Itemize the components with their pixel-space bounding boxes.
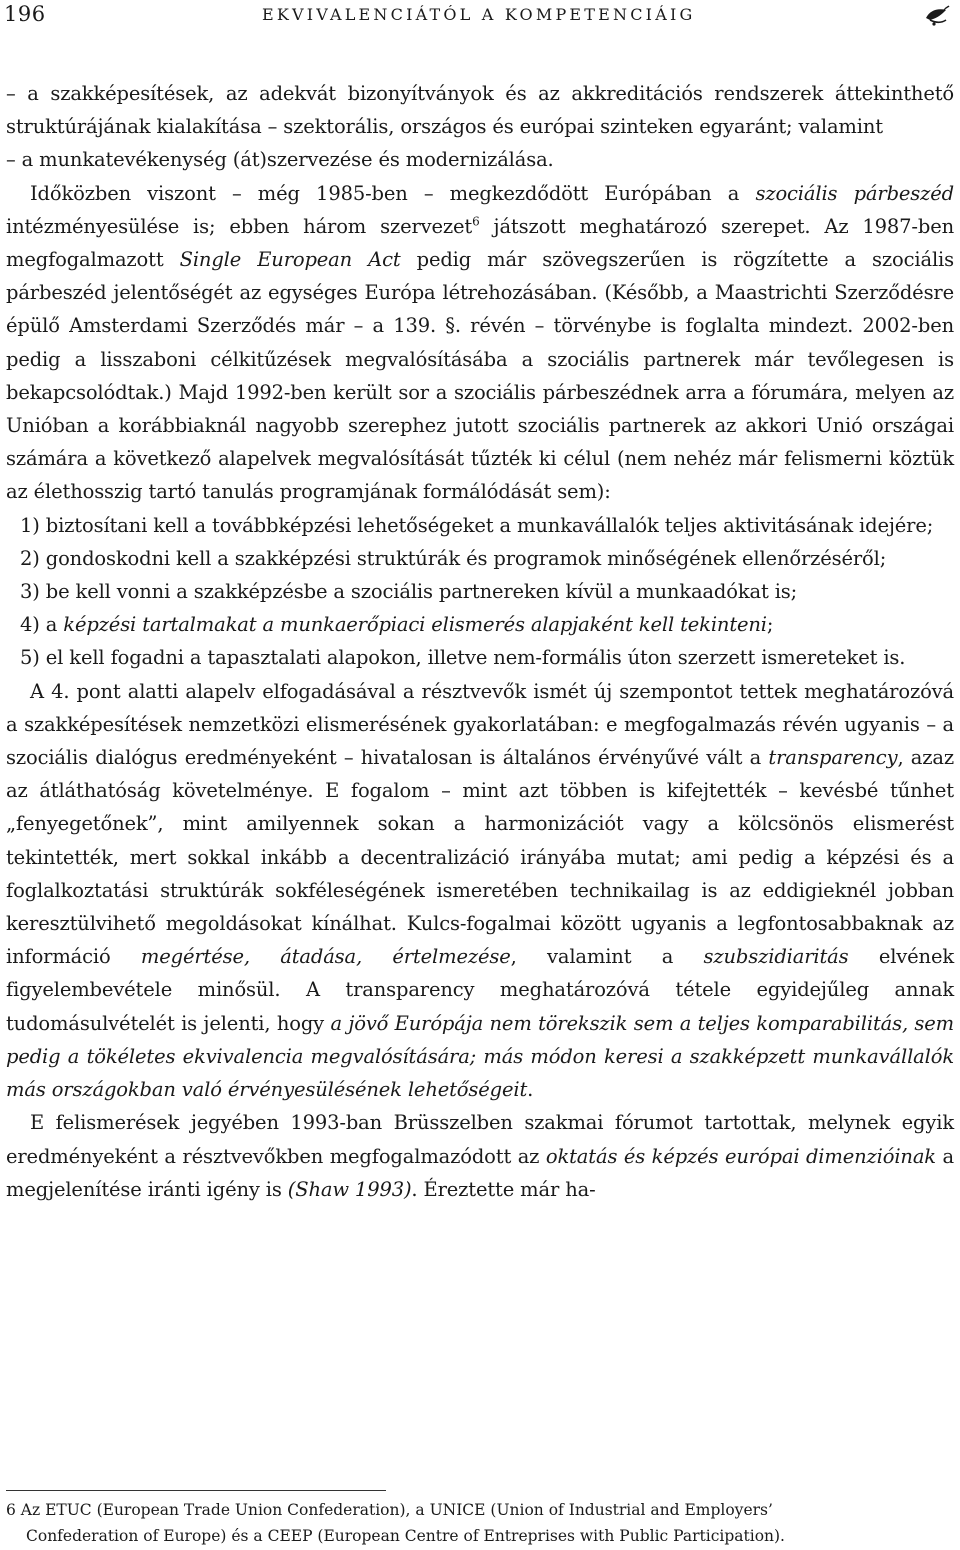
text-run: , valamint a	[510, 945, 704, 969]
footnote	[6, 1497, 954, 1549]
dash-item-1: – a szakképesítések, az adekvát bizonyítványok és az akkreditációs rendszerek áttekinthető struktúrájának kialakítása – szektorális, országos és európai szinteken egyaránt; valamint	[6, 82, 954, 139]
text-run: A 4. pont alatti alapelv elfogadásával a résztvevők ismét új szempontot tettek meghatározóvá a szakképesítések nemzetközi elismerésének gyakorlatában: e megfogalmazás révén ugyanis – a szociális dialógus eredményeként – hivatalosan is általános érvényűvé vált a	[6, 679, 954, 770]
list-item-1: 1) biztosítani kell a továbbképzési lehetőségeket a munkavállalók teljes aktivitásának idejére;	[20, 513, 934, 537]
text-run: .	[527, 1078, 534, 1102]
page-number: 196	[4, 2, 46, 26]
italic-run: transparency	[768, 746, 898, 770]
paragraph-brussels-forum	[6, 1106, 954, 1206]
italic-run: megértése, átadása, értelmezése	[140, 945, 511, 969]
dash-item-2: – a munkatevékenység (át)szervezése és modernizálása.	[6, 148, 554, 172]
text-run: Időközben viszont – még 1985-ben – megkezdődött Európában a	[30, 181, 756, 205]
text-run: E felismerések jegyében 1993-ban Brüsszelben szakmai fórumot tartottak, melynek egyik eredményeként a résztvevőkben megfogalmazódott az	[6, 1111, 954, 1168]
text-run: játszott meghatározó szerepet. Az 1987-ben megfogalmazott	[6, 214, 955, 272]
citation: (Shaw 1993)	[287, 1177, 412, 1201]
footnote-line-2: Confederation of Europe) és a CEEP (European Centre of Entreprises with Public Participation).	[26, 1527, 785, 1545]
page-header	[0, 2, 960, 30]
list-item-3: 3) be kell vonni a szakképzésbe a szociális partnereken kívül a munkaadókat is;	[20, 580, 798, 604]
text-run: a megjelenítése iránti igény is	[6, 1144, 954, 1201]
text-run: 4) a	[20, 613, 64, 637]
text-run: pedig már szövegszerűen is rögzítette a szociális párbeszéd jelentőségét az egységes Európa létrehozásában. (Később, a Maastrichti Szerződésre épülő Amsterdami Szerződés már – a 139. §. révén – törvénybe is foglalta mindezt. 2002-ben pedig a lisszaboni célkitűzések megvalósításába a szociális partnerek már tevőlegesen is bekapcsolódtak.) Majd 1992-ben került sor a szociális párbeszédnek arra a fórumára, melyen az Unióban a korábbiaknál nagyobb szerephez jutott szociális partnerek az akkori Unió országai számára a következő alapelvek megvalósítását tűzték ki célul (nem nehéz már felismerni köztük az élethosszig tartó tanulás programjának formálódását sem):	[6, 248, 954, 504]
text-run: ;	[766, 613, 774, 637]
text-run: . Éreztette már ha-	[411, 1177, 596, 1201]
italic-run: a jövő Európája nem törekszik sem a teljes komparabilitás, sem pedig a tökéletes ekvivalencia megvalósítására; más módon keresi a szakképzett munkavállalók más országokban való érvényesülésének lehetőségeit	[6, 1011, 955, 1102]
list-item-4	[6, 608, 954, 641]
italic-run: Single European Act	[179, 248, 401, 272]
leaf-ornament-icon	[924, 4, 950, 28]
footnote-ref: 6	[472, 214, 480, 229]
paragraph-social-dialogue	[6, 177, 954, 509]
text-run: , azaz az átláthatóság követelménye. E fogalom – mint azt többen is kifejtették – kevésbé tűnhet „fenyegetőnek”, mint amilyennek sokan a harmonizációt vagy a kölcsönös elismerést tekintették, mert sokkal inkább a decentralizáció irányába mutat; ami pedig a képzési és a foglalkoztatási struktúrák sokféleségének ismeretében technikailag is az eddigieknél jobban keresztülvihető megoldásokat kínálhat. Kulcs-fogalmai között ugyanis a legfontosabbaknak az információ	[6, 746, 955, 969]
main-text	[6, 77, 954, 1206]
footnote-rule	[6, 1490, 386, 1491]
italic-run: képzési tartalmakat a munkaerőpiaci elismerés alapjaként kell tekinteni	[63, 613, 767, 637]
italic-run: oktatás és képzés európai dimenzióinak	[545, 1144, 936, 1168]
paragraph-transparency	[6, 675, 954, 1107]
list-item-5: 5) el kell fogadni a tapasztalati alapokon, illetve nem-formális úton szerzett ismereteket is.	[20, 646, 906, 670]
text-run: intézményesülése is; ebben három szervezet	[6, 214, 473, 238]
running-title: EKVIVALENCIÁTÓL A KOMPETENCIÁIG	[262, 5, 696, 24]
text-run: elvének figyelembevétele minősül. A transparency meghatározóvá tétele egyidejűleg annak tudomásulvételét is jelenti, hogy	[6, 945, 955, 1035]
italic-run: szubszidiaritás	[703, 945, 849, 969]
italic-run: szociális párbeszéd	[755, 181, 955, 205]
footnote-line-1: 6 Az ETUC (European Trade Union Confederation), a UNICE (Union of Industrial and Employers’	[6, 1501, 773, 1519]
list-item-2: 2) gondoskodni kell a szakképzési struktúrák és programok minőségének ellenőrzéséről;	[20, 546, 887, 570]
